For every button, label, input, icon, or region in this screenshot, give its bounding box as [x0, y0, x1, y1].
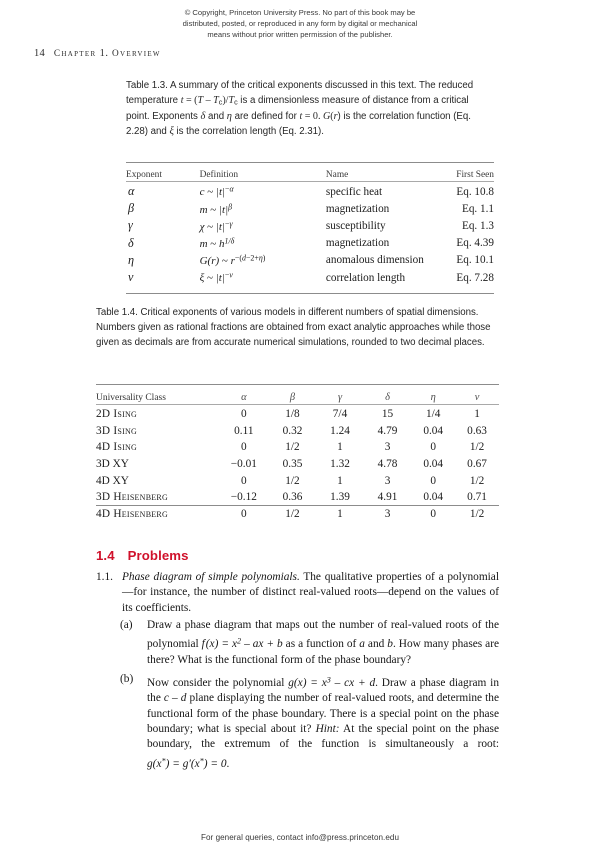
copyright-line-1: © Copyright, Princeton University Press. No part of this book may be [184, 8, 416, 17]
table-14-body [96, 406, 499, 522]
exponent-definition: m ~ $h^{1/\delta}$ [199, 236, 235, 250]
problem-part-body [147, 618, 499, 668]
problem-part-body [147, 672, 499, 772]
table-row [96, 489, 499, 506]
value-alpha: 0 [240, 441, 247, 454]
value-beta: 1/2 [285, 441, 300, 454]
table-13-col-name: Name [325, 170, 349, 180]
cap13-s4: )/ [222, 94, 229, 106]
universality-class: 3D Heisenberg [96, 491, 169, 504]
part-b-hint-label: Hint: [315, 722, 340, 735]
exponent-symbol: α [128, 184, 135, 199]
cap13-t3: T [213, 94, 219, 106]
value-eta: 1/4 [425, 408, 441, 421]
copyright-notice [130, 7, 470, 41]
exponent-name: correlation length [325, 271, 406, 284]
table-14-col-gamma: γ [337, 392, 343, 403]
cap13-s3: – [203, 94, 214, 106]
table-row [96, 439, 499, 456]
running-head-chapter-title: Overview [112, 49, 161, 59]
cap13-s10: ) is the correlation function (Eq. 2.28) and [126, 111, 471, 137]
cap13-t4: T [228, 94, 235, 106]
exponent-symbol: ν [128, 270, 134, 285]
part-a-equation: f $(x) = x^2$ – ax + b [201, 636, 283, 651]
part-a-text-1: Draw a phase diagram that maps out the number of real-valued roots of the polynomial [147, 619, 499, 651]
cap13-t5: t [299, 111, 303, 123]
section-number: 1.4 [96, 547, 115, 563]
value-gamma: 1.32 [330, 458, 350, 471]
value-alpha: 0 [240, 474, 247, 487]
table-13-bottom-rule [126, 293, 494, 294]
universality-class: 4D Ising [96, 441, 138, 454]
problem-body [122, 570, 499, 616]
table-13-body [126, 183, 494, 286]
table-row [96, 406, 499, 423]
table-14-col-eta: η [430, 392, 436, 403]
part-b-equation-1: $g(x) = x^3$ – cx + d [288, 675, 376, 689]
part-b-text-5: . [226, 757, 230, 770]
running-head-chapter-num: 1. [99, 48, 109, 59]
table-13-col-firstseen: First Seen [456, 170, 494, 180]
exponent-firstseen: Eq. 10.8 [456, 185, 494, 198]
copyright-line-2: distributed, posted, or reproduced in any form by digital or mechanical [182, 19, 418, 29]
table-14-head [96, 385, 499, 406]
value-gamma: 7/4 [332, 408, 348, 421]
section-heading-problems [96, 548, 189, 563]
table-row [126, 235, 494, 252]
value-nu: 1/2 [469, 474, 485, 487]
exponent-definition: m ~ $|t|^\beta$ [199, 201, 233, 216]
table-row [126, 252, 494, 269]
part-a-text-4: . How many phases are there? What is the functional form of the phase boundary? [147, 638, 500, 666]
exponent-definition: G(r) ~ $r^{-(d-2+\eta)}$ [199, 253, 266, 268]
part-a-text-3: and [364, 638, 388, 651]
part-a-var-b: b [387, 638, 393, 651]
running-head [34, 48, 161, 59]
value-nu: 0.67 [467, 458, 487, 471]
value-alpha: −0.12 [230, 491, 257, 504]
value-beta: 1/8 [285, 408, 300, 421]
table-14-col-delta: δ [385, 392, 390, 403]
value-delta: 3 [384, 507, 391, 520]
universality-class: 2D Ising [96, 408, 138, 421]
page-footer: For general queries, contact info@press.princeton.edu [200, 833, 400, 842]
table-13-caption [126, 79, 494, 140]
table-14-caption: Table 1.4. Critical exponents of various models in different numbers of spatial dimensions. Numbers given as rational fractions are obtained from exact analytic approaches while those given as decimals are from accurate numerical simulations, rounded to two decimal places. [96, 307, 491, 348]
table-13-col-exponent: Exponent [126, 170, 162, 180]
problem-1-1-b [120, 672, 499, 772]
table-row [126, 200, 494, 217]
table-14-header-row [96, 385, 499, 406]
value-gamma: 1 [337, 507, 343, 520]
table-row [126, 183, 494, 200]
value-beta: 1/2 [285, 474, 300, 487]
cap13-s9: ( [330, 111, 334, 123]
exponent-firstseen: Eq. 1.1 [461, 202, 494, 215]
value-delta: 4.79 [377, 424, 398, 437]
cap13-t6: G [322, 111, 331, 123]
exponent-name: susceptibility [325, 219, 386, 232]
value-eta: 0 [430, 474, 437, 487]
value-nu: 1/2 [469, 441, 485, 454]
cap13-s8: = 0. [302, 111, 323, 123]
exponent-definition: χ ~ $|t|^{-\gamma}$ [199, 219, 233, 233]
cap13-delta: δ [200, 111, 206, 123]
table-14-col-alpha: α [241, 392, 247, 403]
value-delta: 15 [381, 408, 394, 421]
exponent-symbol: η [128, 252, 135, 267]
page-folio: 14 [34, 48, 45, 59]
value-eta: 0.04 [423, 424, 444, 437]
table-14-col-universality: Universality Class [96, 393, 166, 403]
table-universality-classes [96, 385, 499, 522]
value-alpha: −0.01 [230, 458, 257, 471]
part-a-text-2: as a function of [282, 638, 360, 651]
value-nu: 0.71 [467, 491, 487, 504]
exponent-firstseen: Eq. 7.28 [456, 271, 494, 284]
table-14-col-beta: β [289, 392, 296, 403]
problem-part-label: (a) [120, 619, 133, 631]
universality-class: 3D XY [96, 458, 129, 471]
value-eta: 0.04 [423, 491, 444, 504]
value-alpha: 0 [240, 408, 247, 421]
part-b-text-1: Now consider the polynomial [147, 676, 289, 689]
cap13-t2: T [197, 94, 204, 106]
table-critical-exponents [126, 163, 494, 286]
table-row [96, 456, 499, 473]
universality-class: 4D Heisenberg [96, 507, 169, 520]
value-beta: 1/2 [285, 507, 300, 520]
value-delta: 3 [384, 441, 391, 454]
value-beta: 0.35 [282, 458, 303, 471]
part-b-equation-2: c – d [163, 692, 187, 705]
exponent-symbol: γ [128, 218, 133, 233]
exponent-firstseen: Eq. 10.1 [456, 254, 494, 267]
exponent-definition: ξ ~ $|t|^{-\nu}$ [199, 270, 233, 285]
problem-label: 1.1. [96, 571, 114, 583]
value-gamma: 1.24 [330, 424, 350, 437]
table-13-header-row [126, 163, 494, 183]
exponent-firstseen: Eq. 1.3 [461, 219, 494, 232]
value-gamma: 1 [337, 441, 343, 454]
running-head-chapter-word: Chapter [53, 49, 97, 59]
universality-class: 3D Ising [96, 424, 138, 437]
cap13-sub2: c [234, 97, 238, 107]
exponent-definition: c ~ $|t|^{-\alpha}$ [199, 184, 234, 199]
exponent-name: specific heat [325, 185, 383, 198]
value-alpha: 0 [240, 507, 247, 520]
value-beta: 0.36 [282, 491, 303, 504]
table-13-head [126, 163, 494, 183]
table-row [96, 423, 499, 440]
cap13-s11: is the correlation length (Eq. 2.31). [173, 126, 324, 137]
value-alpha: 0.11 [234, 424, 254, 437]
value-delta: 4.78 [377, 458, 398, 471]
copyright-line-3: means without prior written permission of the publisher. [207, 30, 393, 40]
universality-class: 4D XY [96, 474, 129, 487]
cap13-s2: = ( [183, 94, 198, 106]
value-nu: 1/2 [469, 507, 485, 520]
exponent-name: magnetization [325, 202, 390, 215]
part-b-text-2: . Draw a phase diagram in the [147, 676, 499, 705]
problem-1-1 [96, 570, 499, 616]
table-13-col-definition: Definition [199, 170, 239, 180]
part-b-equation-3: g(x*) = g′(x*) = 0 [147, 755, 227, 770]
exponent-name: magnetization [325, 237, 390, 250]
value-eta: 0.04 [423, 458, 444, 471]
exponent-name: anomalous dimension [325, 254, 424, 267]
cap13-xi: ξ [169, 126, 174, 137]
exponent-symbol: δ [128, 235, 134, 250]
value-delta: 3 [384, 474, 391, 487]
cap13-t7: r [333, 111, 338, 123]
cap13-t1: t [180, 94, 184, 106]
problem-1-1-a [120, 618, 499, 668]
table-row [126, 269, 494, 286]
table-row [96, 506, 499, 523]
exponent-symbol: β [128, 201, 135, 216]
table-14-col-nu: ν [474, 392, 480, 403]
cap13-eta: η [226, 111, 232, 123]
value-eta: 0 [430, 441, 437, 454]
cap13-s1: Table 1.3. A summary of the critical exponents discussed in this text. The reduced temperature [126, 80, 474, 106]
problem-part-label: (b) [120, 673, 134, 685]
cap13-s6: and [205, 111, 227, 123]
value-gamma: 1 [337, 474, 343, 487]
value-delta: 4.91 [377, 491, 398, 504]
value-eta: 0 [430, 507, 437, 520]
cap13-s7: are defined for [231, 111, 300, 123]
part-b-text-4: At the special point on the phase boundary, the extremum of the function is simultaneously a root: [147, 722, 499, 751]
table-row [126, 217, 494, 234]
section-title: Problems [127, 547, 189, 563]
exponent-firstseen: Eq. 4.39 [456, 237, 494, 250]
value-beta: 0.32 [282, 424, 303, 437]
value-gamma: 1.39 [330, 491, 350, 504]
table-row [96, 472, 499, 489]
part-a-var-a: a [359, 638, 365, 651]
cap13-s5: is a dimensionless measure of distance from a critical point. Exponents [126, 94, 469, 123]
part-b-text-3: plane displaying the number of real-valued roots, and determine the functional form of the phase boundary. There is a special point on the phase boundary; what is special about it? [147, 692, 499, 735]
value-nu: 1 [474, 408, 480, 421]
problem-title: Phase diagram of simple polynomials. [122, 571, 300, 583]
problem-text: The qualitative properties of a polynomial—for instance, the number of distinct real-valued roots—depend on the values of its coefficients. [122, 571, 499, 614]
value-nu: 0.63 [467, 424, 487, 437]
cap13-sub1: c [218, 97, 223, 107]
